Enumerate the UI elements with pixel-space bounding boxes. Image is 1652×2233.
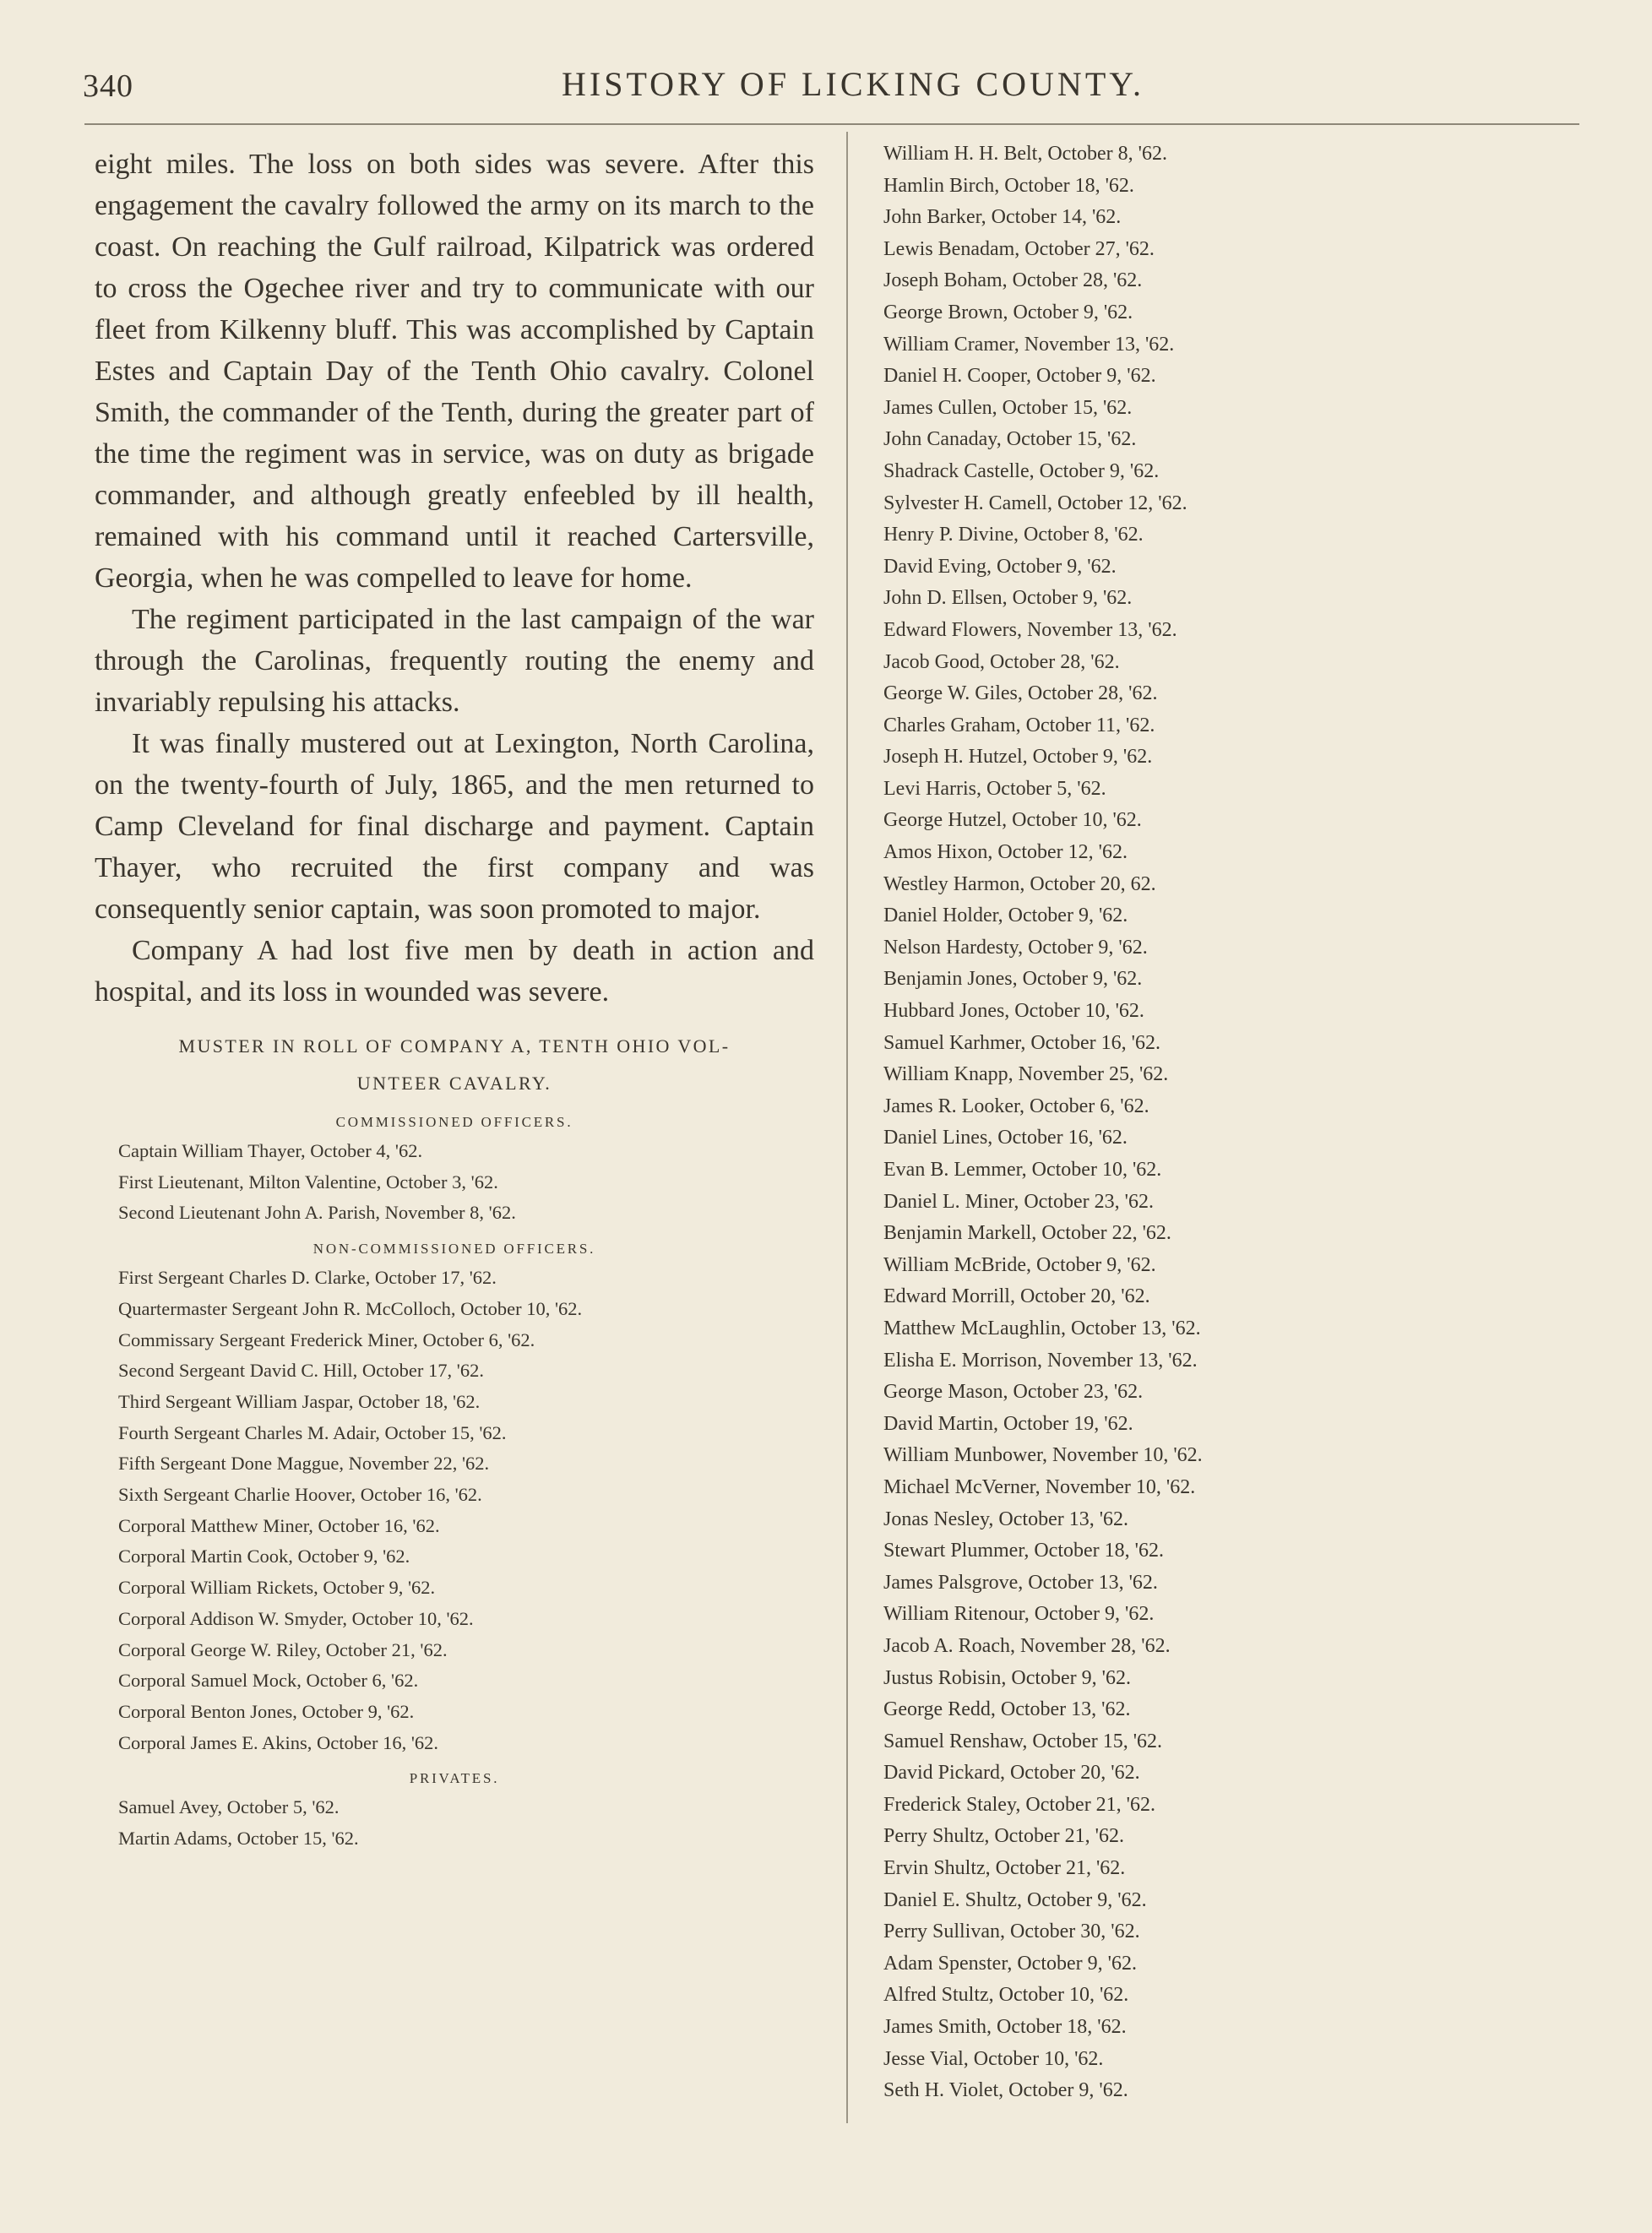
list-item: Third Sergeant William Jaspar, October 18, '62. xyxy=(118,1390,481,1412)
list-item: William Knapp, November 25, '62. xyxy=(883,1063,1169,1086)
list-item: Frederick Staley, October 21, '62. xyxy=(883,1793,1156,1816)
list-item: Corporal Martin Cook, October 9, '62. xyxy=(118,1546,410,1567)
list-item: Second Lieutenant John A. Parish, November 8, '62. xyxy=(118,1202,516,1224)
list-item: Daniel E. Shultz, October 9, '62. xyxy=(883,1888,1147,1911)
list-item: Edward Flowers, November 13, '62. xyxy=(883,618,1177,641)
list-item: James Smith, October 18, '62. xyxy=(883,2016,1127,2039)
list-item: William Cramer, November 13, '62. xyxy=(883,333,1175,356)
commissioned-officers-heading: COMMISSIONED OFFICERS. xyxy=(335,1114,573,1130)
left-column xyxy=(95,144,814,1855)
list-item: Jonas Nesley, October 13, '62. xyxy=(883,1508,1129,1530)
list-item: Samuel Renshaw, October 15, '62. xyxy=(883,1730,1163,1752)
muster-roll-heading-line: UNTEER CAVALRY. xyxy=(356,1073,552,1094)
list-item: Corporal George W. Riley, October 21, '62. xyxy=(118,1638,448,1660)
list-item: William McBride, October 9, '62. xyxy=(883,1253,1156,1276)
list-item: William Ritenour, October 9, '62. xyxy=(883,1603,1155,1626)
list-item: Daniel Lines, October 16, '62. xyxy=(883,1127,1128,1149)
list-item: Amos Hixon, October 12, '62. xyxy=(883,841,1128,864)
list-item: First Sergeant Charles D. Clarke, October 17, '62. xyxy=(118,1267,497,1289)
muster-roll-heading xyxy=(95,1028,814,1102)
non-commissioned-officers-list xyxy=(95,1263,814,1758)
non-commissioned-officers-heading: NON-COMMISSIONED OFFICERS. xyxy=(312,1241,596,1258)
list-item: David Pickard, October 20, '62. xyxy=(883,1762,1140,1785)
list-item: Matthew McLaughlin, October 13, '62. xyxy=(883,1317,1201,1339)
body-paragraph: Company A had lost five men by death in action and hospital, and its loss in wounded was severe. xyxy=(95,935,814,1008)
list-item: Nelson Hardesty, October 9, '62. xyxy=(883,936,1148,959)
list-item: David Eving, October 9, '62. xyxy=(883,555,1117,578)
list-item: Justus Robisin, October 9, '62. xyxy=(883,1666,1131,1689)
list-item: Corporal Matthew Miner, October 16, '62. xyxy=(118,1514,440,1536)
list-item: James R. Looker, October 6, '62. xyxy=(883,1095,1149,1117)
body-paragraph: It was finally mustered out at Lexington, North Carolina, on the twenty-fourth of July, 1865, and the men returned to Camp Cleveland for final discharge and payment. Captain Thayer, who recruited the first company and was consequently senior captain, was soon promoted to major. xyxy=(95,728,814,925)
list-item: Martin Adams, October 15, '62. xyxy=(118,1828,359,1850)
body-paragraph: The regiment participated in the last campaign of the war through the Carolinas, frequently routing the enemy and invariably repulsing his attacks. xyxy=(95,604,814,718)
list-item: Benjamin Markell, October 22, '62. xyxy=(883,1222,1171,1245)
list-item: Evan B. Lemmer, October 10, '62. xyxy=(883,1159,1162,1181)
right-column xyxy=(883,139,1610,2107)
list-item: Corporal William Rickets, October 9, '62. xyxy=(118,1577,436,1599)
list-item: Fourth Sergeant Charles M. Adair, October 15, '62. xyxy=(118,1421,507,1443)
list-item: Sylvester H. Camell, October 12, '62. xyxy=(883,492,1187,514)
list-item: Westley Harmon, October 20, 62. xyxy=(883,872,1156,895)
list-item: Stewart Plummer, October 18, '62. xyxy=(883,1540,1164,1562)
list-item: Second Sergeant David C. Hill, October 17, '62. xyxy=(118,1360,484,1382)
list-item: James Cullen, October 15, '62. xyxy=(883,396,1133,419)
list-item: William Munbower, November 10, '62. xyxy=(883,1444,1203,1467)
list-item: Seth H. Violet, October 9, '62. xyxy=(883,2079,1128,2102)
list-item: John Canaday, October 15, '62. xyxy=(883,428,1137,451)
list-item: Daniel H. Cooper, October 9, '62. xyxy=(883,365,1156,388)
list-item: First Lieutenant, Milton Valentine, October 3, '62. xyxy=(118,1171,498,1193)
list-item: Corporal Addison W. Smyder, October 10, '62. xyxy=(118,1607,474,1629)
list-item: George Brown, October 9, '62. xyxy=(883,301,1133,323)
commissioned-officers-list xyxy=(95,1136,814,1229)
list-item: Lewis Benadam, October 27, '62. xyxy=(883,237,1155,260)
list-item: Michael McVerner, November 10, '62. xyxy=(883,1475,1196,1498)
list-item: Perry Sullivan, October 30, '62. xyxy=(883,1921,1140,1943)
page-number: 340 xyxy=(83,68,133,104)
list-item: Hamlin Birch, October 18, '62. xyxy=(883,174,1134,197)
list-item: Edward Morrill, October 20, '62. xyxy=(883,1285,1150,1308)
list-item: George Mason, October 23, '62. xyxy=(883,1381,1144,1404)
muster-roll-heading-line: MUSTER IN ROLL OF COMPANY A, TENTH OHIO VOL- xyxy=(178,1035,731,1057)
list-item: Shadrack Castelle, October 9, '62. xyxy=(883,459,1160,482)
list-item: Jesse Vial, October 10, '62. xyxy=(883,2047,1104,2070)
page-header xyxy=(0,61,1652,111)
list-item: Corporal James E. Akins, October 16, '62. xyxy=(118,1731,438,1753)
list-item: George W. Giles, October 28, '62. xyxy=(883,682,1158,705)
list-item: Hubbard Jones, October 10, '62. xyxy=(883,1000,1144,1023)
list-item: Levi Harris, October 5, '62. xyxy=(883,777,1106,800)
list-item: David Martin, October 19, '62. xyxy=(883,1412,1133,1435)
list-item: Ervin Shultz, October 21, '62. xyxy=(883,1857,1126,1880)
list-item: John D. Ellsen, October 9, '62. xyxy=(883,587,1133,610)
list-item: Jacob A. Roach, November 28, '62. xyxy=(883,1634,1171,1657)
list-item: Joseph H. Hutzel, October 9, '62. xyxy=(883,746,1153,769)
privates-list-right xyxy=(883,139,1610,2107)
column-divider xyxy=(846,132,848,2123)
list-item: Corporal Benton Jones, October 9, '62. xyxy=(118,1700,415,1722)
list-item: Perry Shultz, October 21, '62. xyxy=(883,1825,1124,1848)
list-item: Joseph Boham, October 28, '62. xyxy=(883,269,1143,292)
list-item: Adam Spenster, October 9, '62. xyxy=(883,1952,1137,1975)
header-rule xyxy=(84,123,1579,125)
list-item: Elisha E. Morrison, November 13, '62. xyxy=(883,1349,1198,1372)
running-title: HISTORY OF LICKING COUNTY. xyxy=(562,65,1144,103)
list-item: Samuel Avey, October 5, '62. xyxy=(118,1796,340,1818)
list-item: Henry P. Divine, October 8, '62. xyxy=(883,524,1144,546)
list-item: William H. H. Belt, October 8, '62. xyxy=(883,143,1167,165)
list-item: John Barker, October 14, '62. xyxy=(883,206,1122,229)
list-item: Corporal Samuel Mock, October 6, '62. xyxy=(118,1670,419,1692)
list-item: Daniel L. Miner, October 23, '62. xyxy=(883,1190,1154,1213)
list-item: Daniel Holder, October 9, '62. xyxy=(883,905,1128,927)
list-item: Commissary Sergeant Frederick Miner, October 6, '62. xyxy=(118,1328,535,1350)
list-item: George Hutzel, October 10, '62. xyxy=(883,809,1142,832)
list-item: Benjamin Jones, October 9, '62. xyxy=(883,968,1143,991)
list-item: Charles Graham, October 11, '62. xyxy=(883,714,1155,736)
body-paragraph: eight miles. The loss on both sides was severe. After this engagement the cavalry followed the army on its march to the coast. On reaching the Gulf railroad, Kilpatrick was ordered to cross the Ogechee river and try to communicate with our fleet from Kilkenny bluff. This was accomplished by Captain Estes and Captain Day of the Tenth Ohio cavalry. Colonel Smith, the commander of the Tenth, during the greater part of the time the regiment was in service, was on duty as brigade commander, and although greatly enfeebled by ill health, remained with his command until it reached Cartersville, Georgia, when he was compelled to leave for home. xyxy=(95,149,814,594)
list-item: Alfred Stultz, October 10, '62. xyxy=(883,1984,1129,2007)
list-item: James Palsgrove, October 13, '62. xyxy=(883,1571,1158,1594)
list-item: Fifth Sergeant Done Maggue, November 22, '62. xyxy=(118,1453,490,1475)
list-item: Jacob Good, October 28, '62. xyxy=(883,650,1120,673)
list-item: Quartermaster Sergeant John R. McColloch, October 10, '62. xyxy=(118,1297,583,1319)
list-item: George Redd, October 13, '62. xyxy=(883,1698,1131,1721)
privates-heading: PRIVATES. xyxy=(409,1770,500,1787)
list-item: Captain William Thayer, October 4, '62. xyxy=(118,1140,423,1161)
privates-list-left xyxy=(95,1792,814,1854)
list-item: Sixth Sergeant Charlie Hoover, October 16, '62. xyxy=(118,1484,482,1506)
list-item: Samuel Karhmer, October 16, '62. xyxy=(883,1031,1160,1054)
